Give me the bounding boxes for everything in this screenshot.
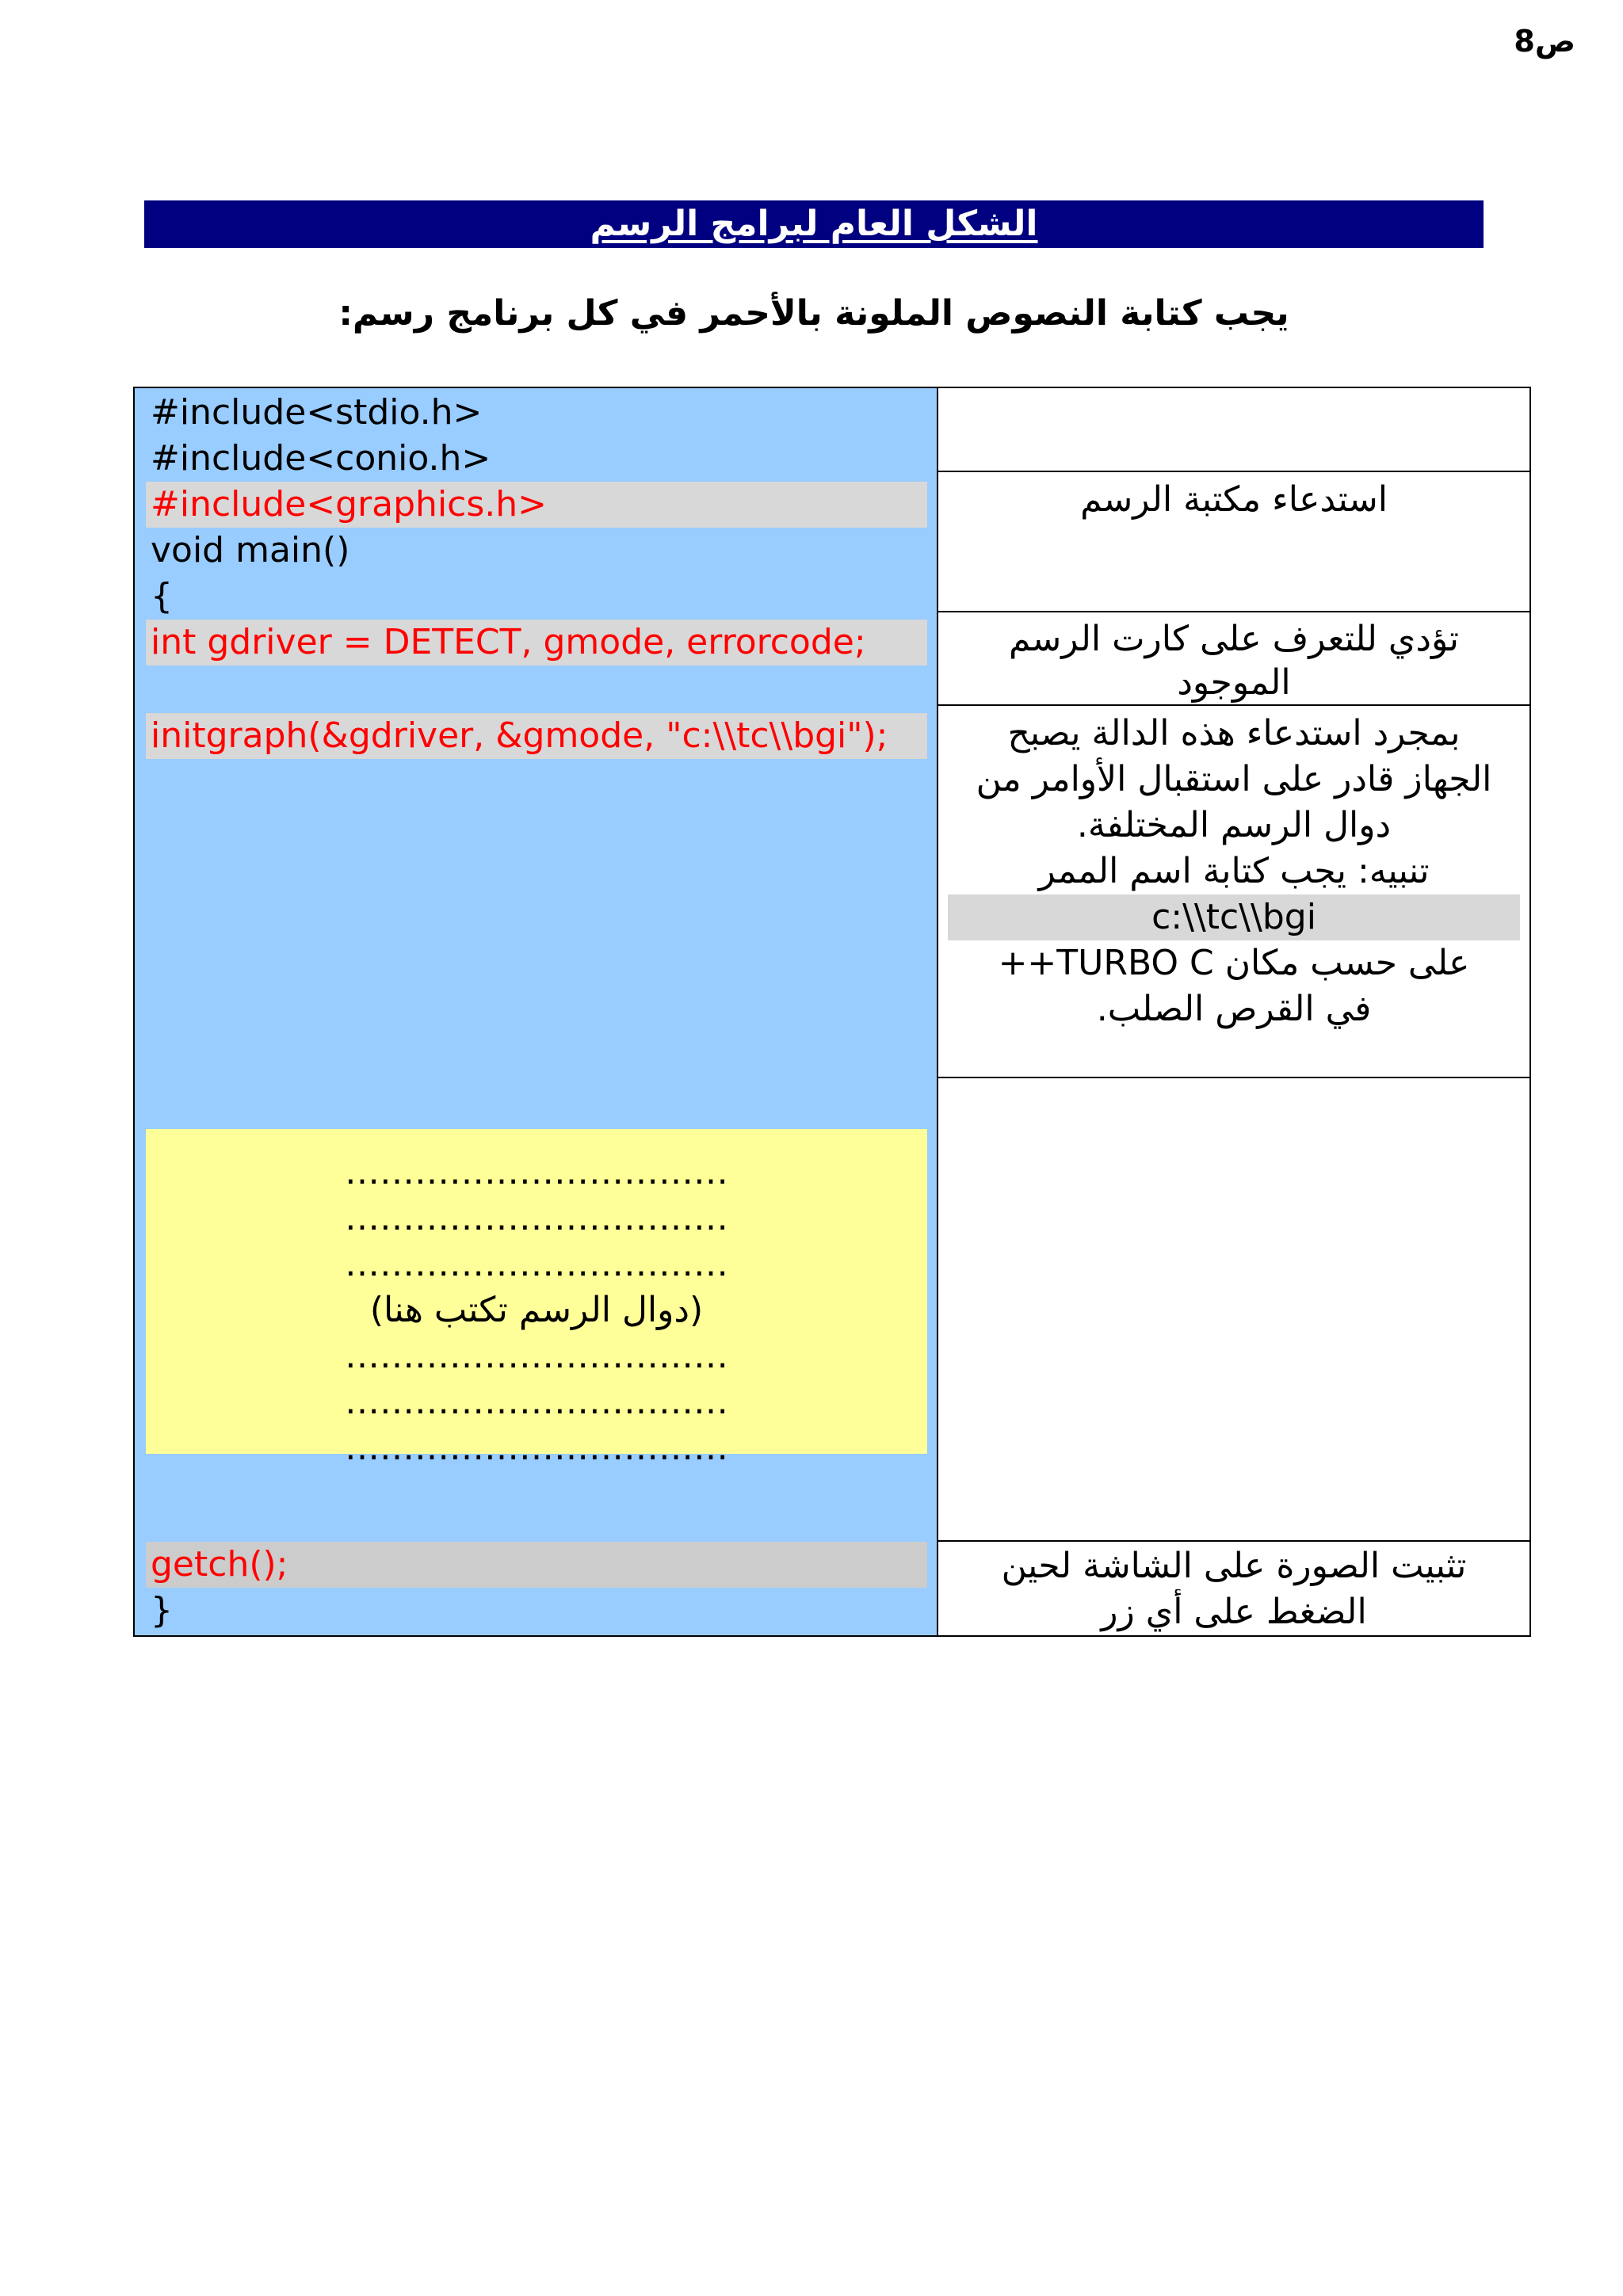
desc-initgraph-line6: في القرص الصلب. xyxy=(1096,989,1372,1029)
desc-initgraph-line2: الجهاز قادر على استقبال الأوامر من xyxy=(976,759,1492,799)
desc-getch-line1: تثبيت الصورة على الشاشة لحين xyxy=(1001,1546,1467,1586)
desc-initgraph-line5: على حسب مكان TURBO C++ xyxy=(998,943,1470,983)
code-line-close-brace: } xyxy=(151,1590,173,1630)
page-title: الشكل العام لبرامج الرسم xyxy=(144,200,1484,248)
desc-detect-line1: تؤدي للتعرف على كارت الرسم xyxy=(1009,619,1459,659)
desc-row-initgraph xyxy=(938,706,1529,1078)
code-line-initgraph: initgraph(&gdriver, &gmode, "c:\\tc\\bgi"); xyxy=(146,713,927,759)
desc-row-graphics-library xyxy=(938,472,1529,612)
placeholder-dots: …………………………… xyxy=(345,1152,728,1192)
desc-row-empty-top xyxy=(938,388,1529,472)
desc-initgraph-line4: تنبيه: يجب كتابة اسم الممر xyxy=(1038,851,1430,891)
placeholder-dots: …………………………… xyxy=(345,1198,728,1238)
desc-row-detect xyxy=(938,612,1529,706)
description-column xyxy=(938,388,1529,1635)
placeholder-dots: …………………………… xyxy=(345,1336,728,1376)
code-line-open-brace: { xyxy=(151,576,173,616)
drawing-functions-placeholder xyxy=(146,1129,927,1468)
page-number: ص8 xyxy=(1514,24,1575,59)
code-line-include-graphics: #include<graphics.h> xyxy=(146,482,927,528)
program-structure-table xyxy=(133,387,1531,1637)
desc-initgraph-line3: دوال الرسم المختلفة. xyxy=(1076,805,1392,845)
desc-getch-line2: الضغط على أي زر xyxy=(1101,1592,1367,1632)
code-line-void-main: void main() xyxy=(151,530,350,570)
code-line-getch: getch(); xyxy=(146,1542,927,1588)
placeholder-dots: …………………………… xyxy=(345,1382,728,1422)
desc-row-empty-middle xyxy=(938,1078,1529,1542)
placeholder-label: (دوال الرسم تكتب هنا) xyxy=(369,1290,704,1330)
desc-detect-line2: الموجود xyxy=(1177,662,1291,703)
desc-initgraph-line1: بمجرد استدعاء هذه الدالة يصبح xyxy=(1007,713,1461,753)
code-line-include-stdio: #include<stdio.h> xyxy=(151,392,483,433)
subtitle: يجب كتابة النصوص الملونة بالأحمر في كل برنامج رسم: xyxy=(338,293,1289,334)
code-column xyxy=(135,388,938,1635)
desc-row-getch xyxy=(938,1542,1529,1635)
desc-initgraph-path: c:\\tc\\bgi xyxy=(948,894,1520,940)
placeholder-dots: …………………………… xyxy=(345,1244,728,1284)
desc-graphics-library: استدعاء مكتبة الرسم xyxy=(1080,479,1388,520)
placeholder-dots: …………………………… xyxy=(345,1428,728,1468)
code-line-include-conio: #include<conio.h> xyxy=(151,438,491,479)
code-line-int-gdriver: int gdriver = DETECT, gmode, errorcode; xyxy=(146,620,927,666)
